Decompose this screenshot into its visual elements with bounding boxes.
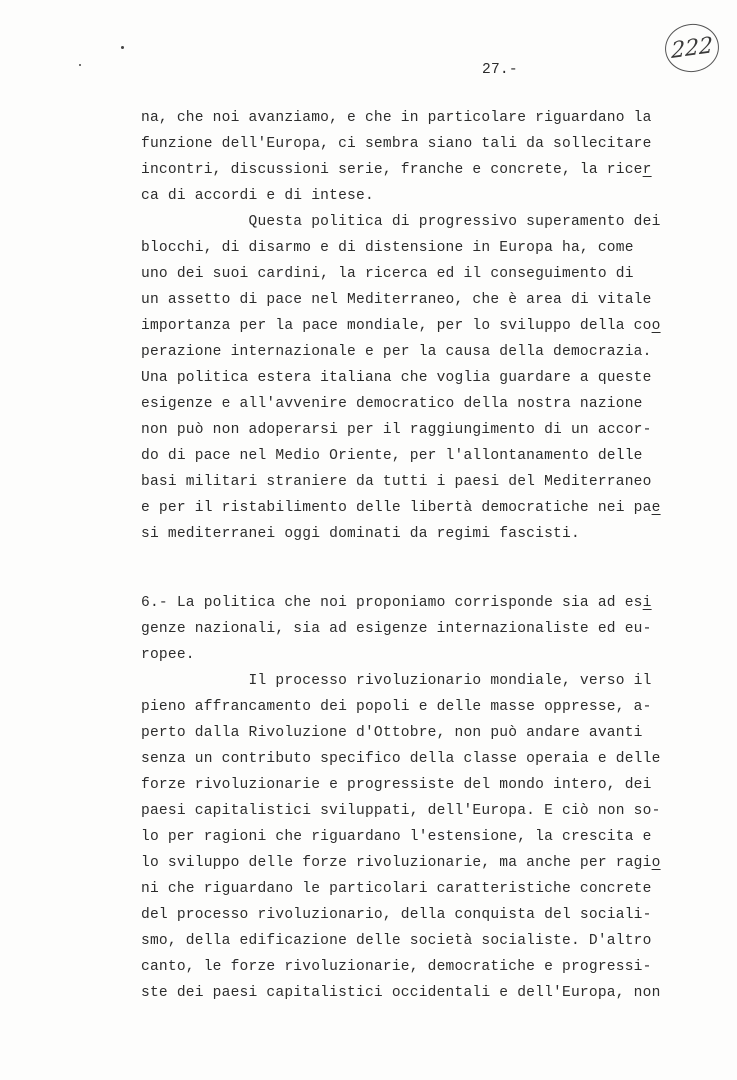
- text-line: [141, 524, 580, 544]
- text-line: [141, 186, 374, 206]
- text-line-content: un assetto di pace nel Mediterraneo, che è area di vitale: [141, 292, 652, 308]
- text-line-content: importanza per la pace mondiale, per lo sviluppo della co: [141, 318, 652, 334]
- text-line-content: esigenze e all'avvenire democratico della nostra nazione: [141, 396, 643, 412]
- text-line: [141, 723, 643, 743]
- text-line-content: 6.- La politica che noi proponiamo corrisponde sia ad es: [141, 595, 643, 611]
- text-line-content: incontri, discussioni serie, franche e concrete, la rice: [141, 162, 643, 178]
- text-line-content: ste dei paesi capitalistici occidentali e dell'Europa, non: [141, 985, 661, 1001]
- text-line-content: lo sviluppo delle forze rivoluzionarie, ma anche per ragi: [141, 855, 652, 871]
- text-line-content: ca di accordi e di intese.: [141, 188, 374, 204]
- underlined-hyphen-letter: i: [642, 595, 652, 611]
- text-line: [141, 290, 652, 310]
- text-line-content: Il processo rivoluzionario mondiale, verso il: [141, 673, 652, 689]
- underlined-hyphen-letter: o: [651, 318, 661, 334]
- underlined-hyphen-letter: o: [651, 855, 661, 871]
- text-line: [141, 108, 652, 128]
- text-line: [141, 342, 652, 362]
- text-line: [141, 879, 652, 899]
- archive-stamp: [662, 20, 722, 75]
- text-line: [141, 420, 652, 440]
- text-line: [141, 697, 652, 717]
- text-line-content: basi militari straniere da tutti i paesi del Mediterraneo: [141, 474, 652, 490]
- text-line: [141, 801, 661, 821]
- text-line: [141, 368, 652, 388]
- text-line-content: pieno affrancamento dei popoli e delle masse oppresse, a-: [141, 699, 652, 715]
- text-line: [141, 905, 652, 925]
- text-line: [141, 498, 661, 518]
- text-line-content: uno dei suoi cardini, la ricerca ed il conseguimento di: [141, 266, 634, 282]
- page-number: 27.-: [482, 62, 518, 78]
- archive-number: 222: [671, 32, 713, 64]
- text-line-content: Questa politica di progressivo superamento dei: [141, 214, 661, 230]
- text-line: [141, 160, 652, 180]
- text-line: [141, 931, 652, 951]
- text-line-content: lo per ragioni che riguardano l'estensione, la crescita e: [141, 829, 652, 845]
- text-line-content: canto, le forze rivoluzionarie, democratiche e progressi-: [141, 959, 652, 975]
- text-line: [141, 446, 643, 466]
- text-line-content: Una politica estera italiana che voglia guardare a queste: [141, 370, 652, 386]
- text-line: [141, 619, 652, 639]
- text-line-content: senza un contributo specifico della classe operaia e delle: [141, 751, 661, 767]
- underlined-hyphen-letter: r: [642, 162, 652, 178]
- text-line: [141, 264, 634, 284]
- text-line-content: na, che noi avanziamo, e che in particolare riguardano la: [141, 110, 652, 126]
- underlined-hyphen-letter: e: [651, 500, 661, 516]
- text-line: [141, 671, 652, 691]
- text-line: [141, 316, 661, 336]
- scan-speck: [79, 64, 81, 66]
- text-line: [141, 775, 652, 795]
- text-line-content: genze nazionali, sia ad esigenze internazionaliste ed eu-: [141, 621, 652, 637]
- text-line: [141, 749, 661, 769]
- text-line-content: perazione internazionale e per la causa della democrazia.: [141, 344, 652, 360]
- text-line: [141, 238, 634, 258]
- text-line-content: e per il ristabilimento delle libertà democratiche nei pa: [141, 500, 652, 516]
- text-line-content: funzione dell'Europa, ci sembra siano tali da sollecitare: [141, 136, 652, 152]
- text-line: [141, 827, 652, 847]
- text-line-content: smo, della edificazione delle società socialiste. D'altro: [141, 933, 652, 949]
- text-line: [141, 593, 652, 613]
- text-line: [141, 957, 652, 977]
- text-line-content: perto dalla Rivoluzione d'Ottobre, non può andare avanti: [141, 725, 643, 741]
- text-line-content: ropee.: [141, 647, 195, 663]
- text-line: [141, 212, 661, 232]
- text-line-content: ni che riguardano le particolari caratteristiche concrete: [141, 881, 652, 897]
- text-line: [141, 394, 643, 414]
- text-line-content: si mediterranei oggi dominati da regimi fascisti.: [141, 526, 580, 542]
- text-line-content: forze rivoluzionarie e progressiste del mondo intero, dei: [141, 777, 652, 793]
- scan-speck: [121, 46, 124, 49]
- text-line: [141, 645, 195, 665]
- text-line-content: del processo rivoluzionario, della conquista del sociali-: [141, 907, 652, 923]
- text-line-content: do di pace nel Medio Oriente, per l'allontanamento delle: [141, 448, 643, 464]
- text-line: [141, 472, 652, 492]
- text-line-content: non può non adoperarsi per il raggiungimento di un accor-: [141, 422, 652, 438]
- text-line-content: paesi capitalistici sviluppati, dell'Europa. E ciò non so-: [141, 803, 661, 819]
- text-line: [141, 983, 661, 1003]
- text-line: [141, 134, 652, 154]
- text-line-content: blocchi, di disarmo e di distensione in Europa ha, come: [141, 240, 634, 256]
- text-line: [141, 853, 661, 873]
